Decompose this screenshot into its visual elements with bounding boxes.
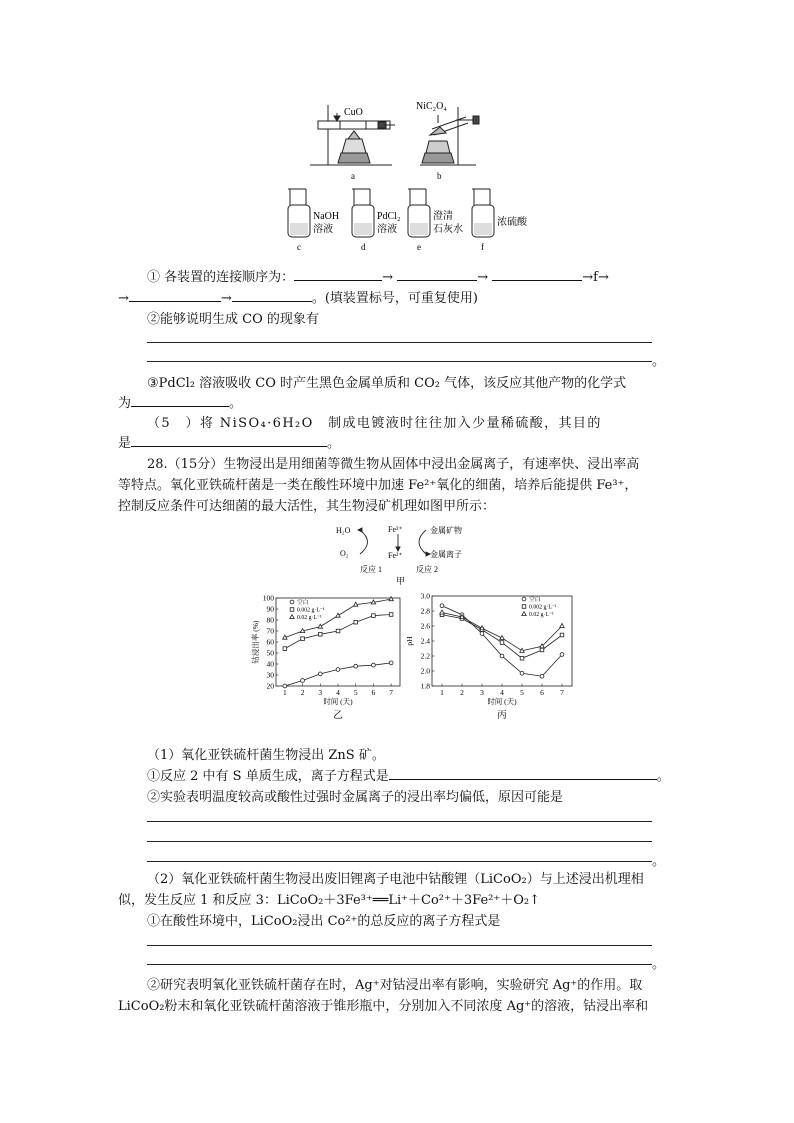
data-point	[372, 614, 376, 618]
answer-blank[interactable]	[294, 268, 382, 281]
part1-item2: ②实验表明温度较高或酸性过强时金属离子的浸出率均偏低，原因可能是	[147, 790, 564, 805]
chart-bing	[404, 588, 584, 734]
o2-label: O₂	[340, 549, 349, 558]
bottle-f-drawing	[472, 189, 494, 237]
data-point	[354, 664, 358, 668]
h2o-label: H₂O	[336, 526, 351, 535]
y-tick-label: 20	[266, 681, 274, 691]
part1-item1-text: ①反应 2 中有 S 单质生成，离子方程式是	[147, 769, 389, 784]
part1-title: （1）氧化亚铁硫杆菌生物浸出 ZnS 矿。	[147, 748, 385, 763]
answer-blank[interactable]	[232, 289, 312, 302]
q4-item1-suffix: 。(填装置标号，可重复使用)	[311, 291, 478, 306]
y-tick-label: 100	[262, 593, 274, 603]
x-tick-label: 6	[371, 688, 376, 697]
chart-yi	[248, 588, 408, 734]
x-tick-label: 4	[336, 688, 340, 697]
part2-line1: （2）氧化亚铁硫杆菌生物浸出废旧锂离子电池中钴酸锂（LiCoO₂）与上述浸出机理相	[147, 872, 644, 887]
bottle-d-drawing	[352, 189, 374, 237]
data-point	[301, 679, 305, 683]
answer-blank[interactable]	[492, 268, 582, 281]
bottle-e-label-2: 石灰水	[433, 224, 463, 235]
legend-label: 0.02 g·L⁻¹	[529, 612, 554, 619]
q5-line1: （5 ）将 NiSO₄·6H₂O 制成电镀液时往往加入少量稀硫酸，其目的	[147, 416, 602, 431]
data-point	[300, 629, 304, 633]
legend-label: 0.002 g·L⁻¹	[297, 607, 325, 614]
q4-item1-line1	[147, 266, 609, 285]
arrow-3: →	[582, 270, 594, 285]
x-tick-label: 2	[460, 688, 464, 697]
q4-item3-line1: ③PdCl₂ 溶液吸收 CO 时产生黑色金属单质和 CO₂ 气体，该反应其他产物的化学式	[147, 376, 627, 391]
x-tick-label: 1	[440, 688, 444, 697]
data-point	[480, 626, 484, 630]
x-tick-label: 4	[500, 688, 504, 697]
legend-marker	[522, 597, 526, 601]
plot-frame	[276, 598, 400, 686]
q5-end: 。	[327, 436, 341, 451]
arrow-1: →	[382, 270, 394, 285]
answer-blank[interactable]	[389, 767, 657, 780]
x-tick-label: 1	[282, 688, 287, 697]
data-point	[500, 636, 504, 640]
q5-shi: 是	[118, 436, 132, 451]
part1-item1	[147, 765, 670, 784]
mechanism-diagram	[330, 520, 490, 586]
part2-item2-line2: LiCoO₂粉末和氧化亚铁硫杆菌溶液于锥形瓶中，分别加入不同浓度 Ag⁺的溶液，钴浸出率和	[118, 999, 649, 1014]
data-point	[560, 633, 564, 637]
bottle-f-ref: f	[593, 270, 598, 285]
y-tick-label: 80	[266, 615, 274, 625]
part1-end: 。	[652, 854, 666, 869]
fe3-label: Fe³⁺	[388, 525, 403, 534]
y-axis-label: 钴浸出率 (%)	[251, 620, 260, 664]
answer-blank[interactable]	[131, 434, 327, 447]
y-tick-label: 50	[266, 648, 274, 658]
legend-label: 0.002 g·L⁻¹	[529, 604, 557, 611]
data-point	[283, 647, 287, 651]
x-axis-label: 时间 (天)	[487, 697, 517, 706]
q4-item1-prefix: ① 各装置的连接顺序为：	[147, 270, 295, 285]
reaction1-label: 反应 1	[360, 565, 382, 574]
data-point	[283, 635, 287, 639]
y-tick-label: 2.2	[420, 651, 430, 661]
data-point	[560, 653, 564, 657]
q28-line3: 控制反应条件可达细菌的最大活性，其生物浸矿机理如图甲所示：	[118, 499, 496, 514]
legend-marker	[522, 612, 526, 616]
y-tick-label: 70	[266, 626, 274, 636]
arrow-4: →	[597, 270, 609, 285]
answer-line[interactable]	[147, 821, 652, 822]
data-point	[440, 610, 444, 614]
legend-marker	[290, 600, 294, 604]
answer-line[interactable]	[147, 342, 652, 343]
data-point	[318, 672, 322, 676]
y-tick-label: 30	[266, 670, 274, 680]
q4-item2-end: 。	[652, 354, 666, 369]
y-tick-label: 40	[266, 659, 274, 669]
data-point	[520, 671, 524, 675]
part2-item2-line1: ②研究表明氧化亚铁硫杆菌存在时，Ag⁺对钴浸出率有影响，实验研究 Ag⁺的作用。取	[147, 978, 643, 993]
reaction2-arc	[419, 530, 426, 554]
fe2-label: Fe²⁺	[388, 551, 403, 560]
chart-caption: 丙	[497, 711, 507, 721]
data-point	[371, 600, 375, 604]
bottle-c-drawing	[288, 189, 310, 237]
bottle-d-label-1: PdCl₂	[377, 211, 401, 222]
ion-label: 金属离子	[430, 550, 462, 559]
bottle-c-label-2: 溶液	[313, 224, 333, 235]
data-point	[301, 637, 305, 641]
bottle-d-label-2: 溶液	[377, 224, 397, 235]
q4-item2: ②能够说明生成 CO 的现象有	[147, 312, 319, 327]
bottle-e-label-1: 澄清	[433, 211, 453, 222]
answer-line[interactable]	[147, 861, 652, 862]
data-point	[354, 602, 358, 606]
part2-item1-end: 。	[652, 957, 666, 972]
data-point	[480, 632, 484, 636]
x-tick-label: 2	[300, 688, 305, 697]
data-point	[389, 661, 393, 665]
q28-line2: 等特点。氧化亚铁硫杆菌是一类在酸性环境中加速 Fe²⁺氧化的细菌，培养后能提供 Fe³⁺，	[118, 478, 638, 493]
data-point	[318, 633, 322, 637]
chart-caption: 乙	[333, 711, 343, 721]
data-point	[520, 656, 524, 660]
apparatus-a-letter: a	[351, 171, 355, 181]
y-axis-label: pH	[405, 636, 414, 646]
y-tick-label: 2.6	[420, 621, 430, 631]
part2-item1: ①在酸性环境中，LiCoO₂浸出 Co²⁺的总反应的离子方程式是	[147, 914, 501, 929]
bottle-f-letter: f	[481, 242, 484, 252]
bottle-c-label-1: NaOH	[313, 211, 340, 222]
bottle-e-drawing	[408, 189, 430, 237]
bottle-c-letter: c	[297, 242, 301, 252]
x-tick-label: 5	[353, 688, 358, 697]
bottle-d-letter: d	[361, 242, 366, 252]
mineral-label: 金属矿物	[430, 526, 462, 535]
answer-line[interactable]	[147, 964, 652, 965]
arrow-2: →	[477, 270, 489, 285]
bottle-f-label-1: 浓硫酸	[497, 217, 527, 228]
legend-label: 空白	[529, 597, 541, 604]
reaction1-arc	[360, 530, 368, 554]
data-point	[560, 624, 564, 628]
q4-item1-line2	[118, 287, 478, 306]
part2-line2: 似，发生反应 1 和反应 3：LiCoO₂＋3Fe³⁺══Li⁺＋Co²⁺＋3Fe²⁺＋O₂↑	[118, 893, 540, 908]
arrow-6: →	[220, 291, 232, 306]
legend-label: 0.02 g·L⁻¹	[297, 615, 322, 622]
q4-item3-line2	[118, 392, 242, 411]
data-point	[500, 654, 504, 658]
data-point	[540, 648, 544, 652]
h2o-arrowhead	[358, 528, 362, 532]
x-tick-label: 7	[389, 688, 394, 697]
y-tick-label: 2.8	[420, 606, 430, 616]
answer-line[interactable]	[147, 945, 652, 946]
apparatus-a-reagent: CuO	[344, 107, 363, 118]
data-point	[354, 620, 358, 624]
reaction2-label: 反应 2	[416, 565, 438, 574]
q28-line1: 28.（15分）生物浸出是用细菌等微生物从固体中浸出金属离子，有速率快、浸出率高	[147, 457, 640, 472]
x-tick-label: 6	[540, 688, 544, 697]
answer-line[interactable]	[147, 361, 652, 362]
y-tick-label: 1.8	[420, 681, 430, 691]
apparatus-b-drawing	[420, 107, 479, 165]
data-point	[283, 684, 287, 688]
legend-label: 空白	[297, 600, 309, 607]
part1-item1-end: 。	[656, 769, 670, 784]
arrow-5: →	[118, 291, 129, 306]
y-tick-label: 60	[266, 637, 274, 647]
x-tick-label: 7	[560, 688, 564, 697]
data-point	[520, 648, 524, 652]
bottle-e-letter: e	[417, 242, 421, 252]
data-point	[500, 641, 504, 645]
answer-blank[interactable]	[397, 268, 477, 281]
data-point	[389, 613, 393, 617]
data-point	[540, 674, 544, 678]
x-axis-label: 时间 (天)	[323, 697, 353, 706]
data-point	[389, 597, 393, 601]
apparatus-figure	[280, 95, 550, 255]
data-point	[318, 624, 322, 628]
x-tick-label: 3	[318, 688, 323, 697]
legend-marker	[290, 615, 294, 619]
data-point	[372, 663, 376, 667]
legend-marker	[522, 605, 526, 609]
figure-jia-caption: 甲	[396, 576, 406, 586]
apparatus-b-reagent: NiC₂O₄	[416, 101, 447, 112]
answer-blank[interactable]	[129, 289, 221, 302]
legend-marker	[290, 608, 294, 612]
y-tick-label: 3.0	[420, 591, 430, 601]
data-point	[440, 604, 444, 608]
y-tick-label: 2.0	[420, 666, 430, 676]
x-tick-label: 5	[520, 688, 524, 697]
y-tick-label: 2.4	[420, 636, 430, 646]
answer-line[interactable]	[147, 841, 652, 842]
y-tick-label: 90	[266, 604, 274, 614]
q4-item3-end: 。	[229, 396, 243, 411]
data-point	[336, 668, 340, 672]
q5-line2	[118, 432, 340, 451]
x-tick-label: 3	[480, 688, 484, 697]
data-point	[336, 613, 340, 617]
data-point	[336, 629, 340, 633]
answer-blank[interactable]	[131, 394, 229, 407]
apparatus-b-letter: b	[437, 171, 442, 181]
q4-item3-wei: 为	[118, 396, 132, 411]
